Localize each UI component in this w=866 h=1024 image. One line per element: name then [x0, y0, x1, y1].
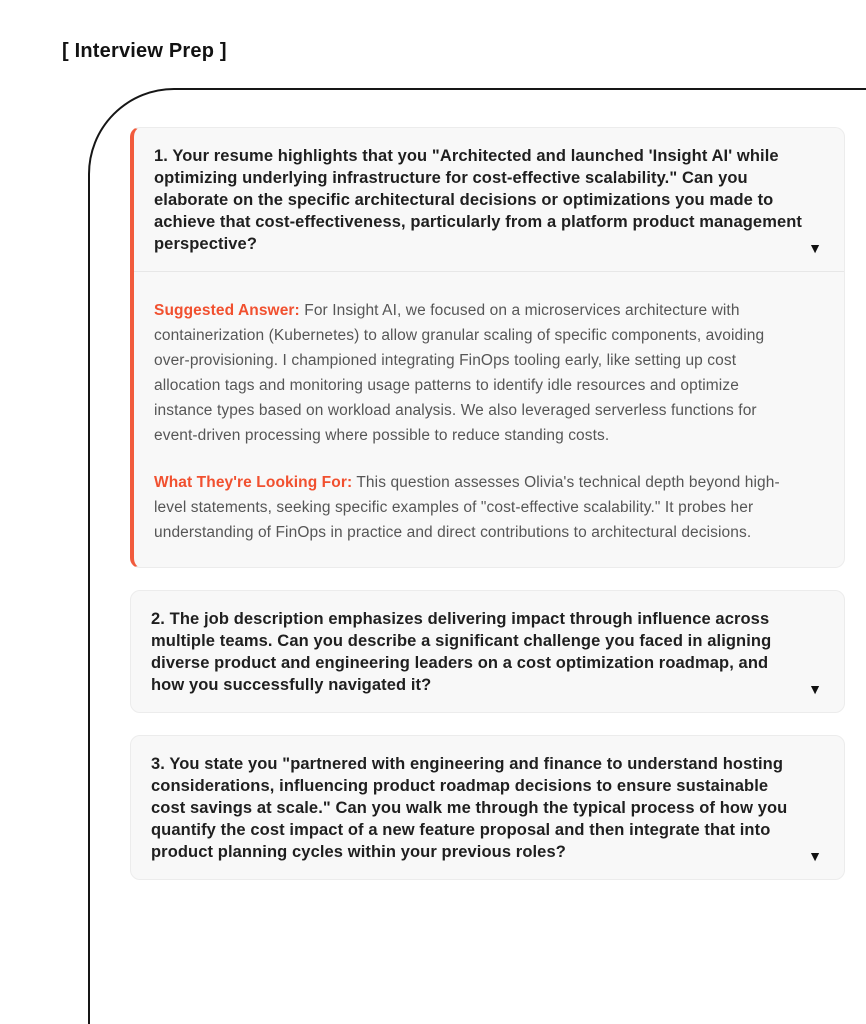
question-text: 2. The job description emphasizes delivering impact through influence across multiple teams. Can you describe a significant challenge you faced in aligning diverse product and engineering leaders on a cost optimization roadmap, and how you successfully navigated it?: [151, 610, 772, 694]
looking-for-label: What They're Looking For:: [154, 474, 353, 491]
question-card: [130, 590, 845, 713]
content-frame: [88, 88, 866, 1024]
looking-for-paragraph: [154, 470, 799, 545]
answer-panel: [134, 271, 844, 567]
suggested-answer-text: For Insight AI, we focused on a microservices architecture with containerization (Kubernetes) to allow granular scaling of specific components, avoiding over-provisioning. I championed integrating FinOps tooling early, like setting up cost allocation tags and monitoring usage patterns to identify idle resources and optimize instance types based on workload analysis. We also leveraged serverless functions for event-driven processing where possible to reduce standing costs.: [154, 302, 765, 444]
looking-for-text: This question assesses Olivia's technical depth beyond high-level statements, seeking specific examples of "cost-effective scalability." It probes her understanding of FinOps in practice and direct contributions to architectural decisions.: [154, 474, 780, 541]
question-card: [130, 735, 845, 880]
question-header[interactable]: [131, 736, 844, 879]
collapse-caret-icon[interactable]: ▼: [808, 681, 822, 697]
question-text: 3. You state you "partnered with engineering and finance to understand hosting considerations, influencing product roadmap decisions to ensure sustainable cost savings at scale." Can you walk me through the typical process of how you quantify the cost impact of a new feature proposal and then integrate that into product planning cycles within your previous roles?: [151, 755, 788, 861]
collapse-caret-icon[interactable]: ▼: [808, 848, 822, 864]
question-list: [130, 127, 845, 880]
question-header[interactable]: [134, 128, 844, 271]
question-card: [130, 127, 845, 568]
page-title: [ Interview Prep ]: [62, 40, 227, 62]
suggested-answer-label: Suggested Answer:: [154, 302, 300, 319]
question-text: 1. Your resume highlights that you "Architected and launched 'Insight AI' while optimizing underlying infrastructure for cost-effective scalability." Can you elaborate on the specific architectural decisions or optimizations you made to achieve that cost-effectiveness, particularly from a platform product management perspective?: [154, 147, 803, 253]
question-header[interactable]: [131, 591, 844, 712]
suggested-answer-paragraph: [154, 298, 799, 448]
collapse-caret-icon[interactable]: ▼: [808, 240, 822, 256]
